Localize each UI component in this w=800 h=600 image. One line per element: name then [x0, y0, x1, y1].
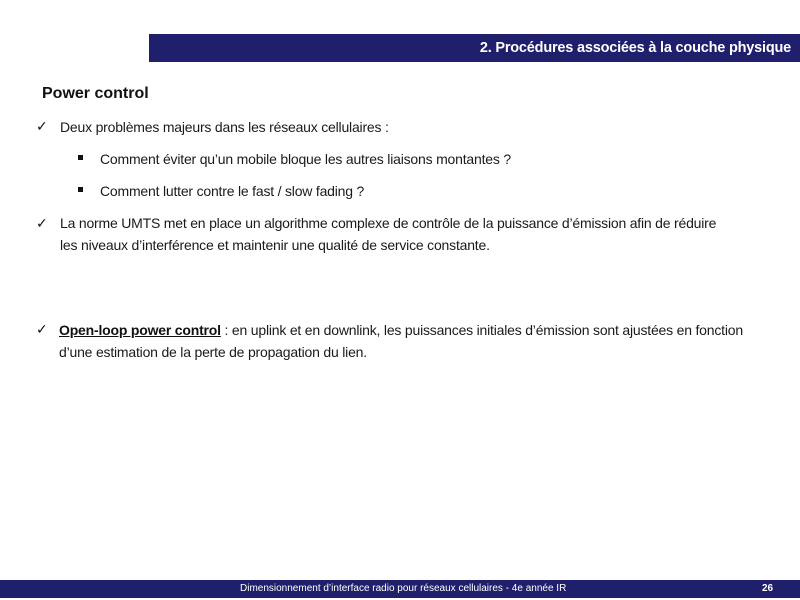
- footer-bar: [0, 580, 800, 598]
- list-item-line: [59, 320, 743, 341]
- list-item: Deux problèmes majeurs dans les réseaux cellulaires :: [60, 119, 389, 135]
- sub-list-item: Comment lutter contre le fast / slow fading ?: [100, 183, 365, 199]
- square-bullet-icon: [78, 187, 83, 192]
- checkmark-icon: ✓: [36, 321, 48, 337]
- term-open-loop-power-control: Open-loop power control: [59, 322, 221, 338]
- checkmark-icon: ✓: [36, 118, 48, 134]
- section-title: 2. Procédures associées à la couche physique: [479, 40, 791, 56]
- checkmark-icon: ✓: [36, 215, 48, 231]
- list-item-line: d’une estimation de la perte de propagation du lien.: [59, 344, 367, 360]
- list-item-line: La norme UMTS met en place un algorithme complexe de contrôle de la puissance d’émission afin de réduire: [60, 215, 717, 231]
- square-bullet-icon: [78, 155, 83, 160]
- slide-title: Power control: [42, 85, 149, 102]
- page-number: 26: [762, 583, 774, 594]
- footer-text: Dimensionnement d’interface radio pour réseaux cellulaires - 4e année IR: [240, 583, 567, 594]
- term-description: : en uplink et en downlink, les puissances initiales d’émission sont ajustées en fonction: [220, 322, 743, 338]
- list-item-line: les niveaux d’interférence et maintenir une qualité de service constante.: [60, 237, 490, 253]
- sub-list-item: Comment éviter qu’un mobile bloque les autres liaisons montantes ?: [100, 151, 511, 167]
- header-bar: [149, 34, 800, 62]
